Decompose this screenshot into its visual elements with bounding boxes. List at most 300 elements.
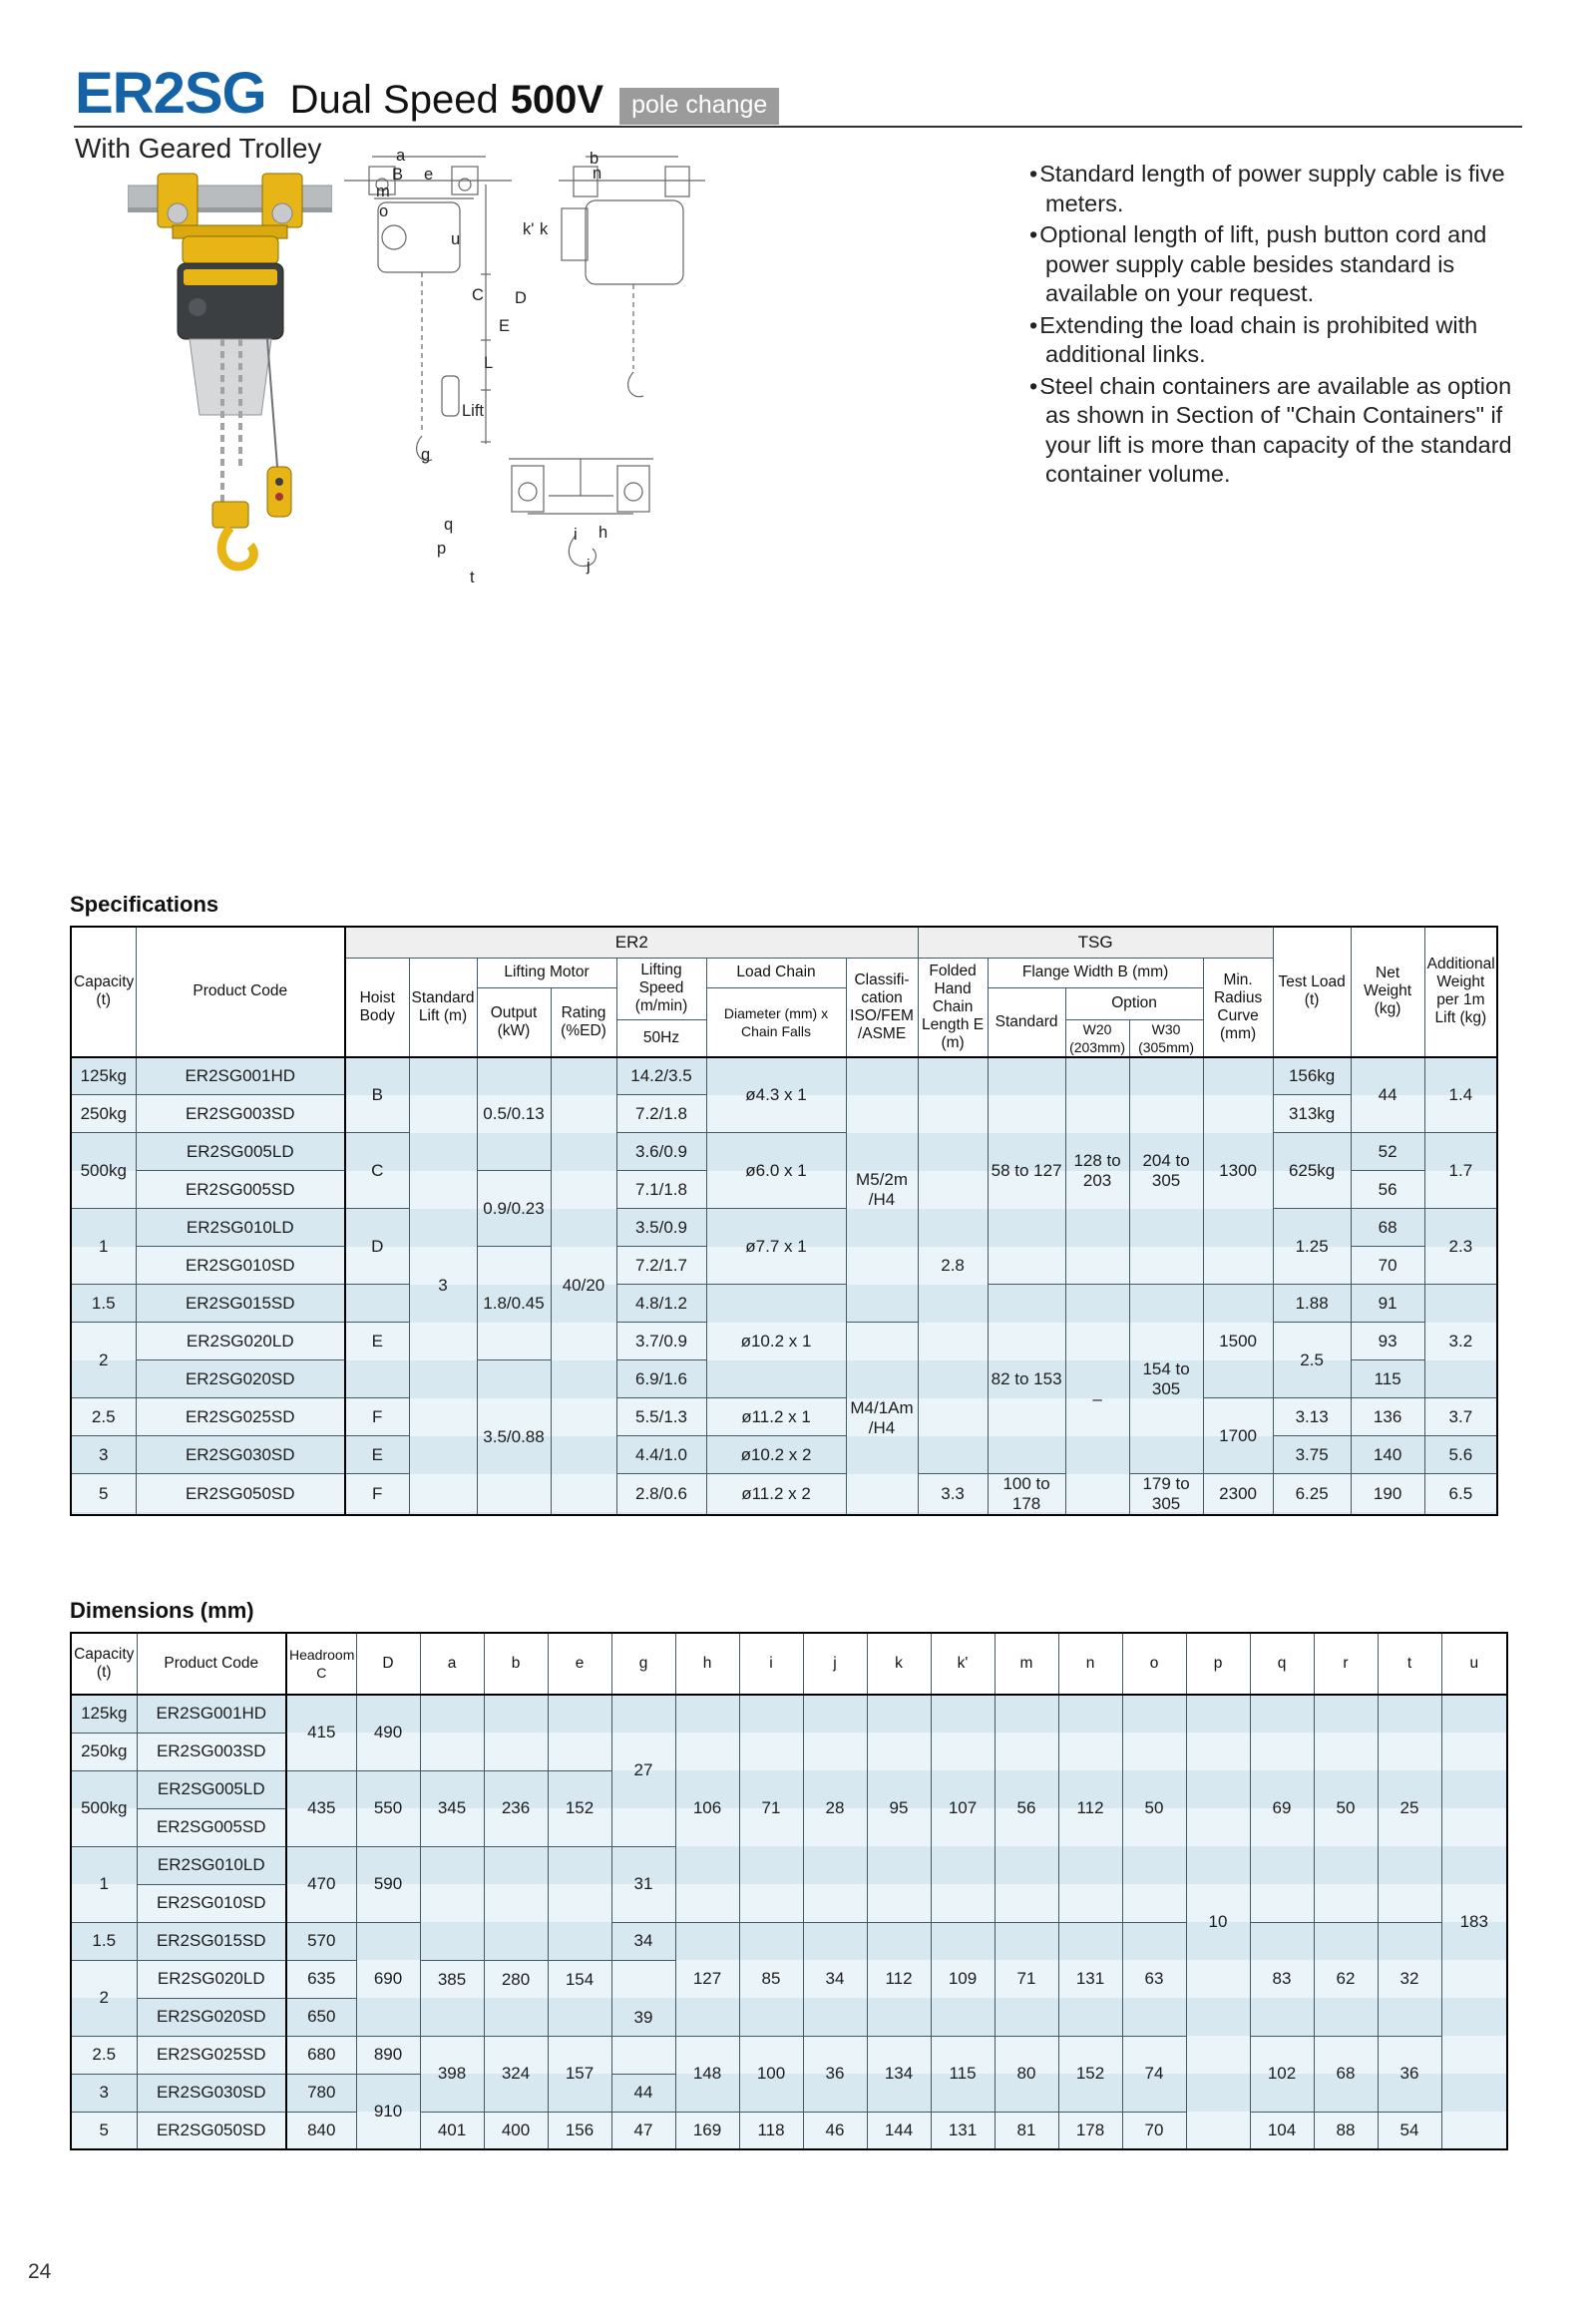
dim-label: o — [379, 202, 389, 220]
table-cell: 1700 — [1203, 1398, 1273, 1474]
table-cell: 3.75 — [1273, 1436, 1351, 1474]
table-cell: 635 — [286, 1960, 356, 1998]
header-cell: n — [1058, 1633, 1122, 1695]
table-cell: 115 — [931, 2036, 995, 2112]
table-cell: E — [345, 1323, 409, 1398]
title-voltage: 500V — [510, 78, 604, 122]
table-cell: 4.8/1.2 — [616, 1285, 706, 1323]
table-cell: 34 — [611, 1922, 675, 1960]
header-cell: Net Weight (kg) — [1351, 927, 1424, 1057]
table-cell: 2 — [71, 1323, 136, 1398]
table-cell: 183 — [1441, 1695, 1507, 2149]
table-cell: 88 — [1314, 2112, 1378, 2149]
table-cell: F — [345, 1398, 409, 1436]
header-cell: Test Load (t) — [1273, 927, 1351, 1057]
spec-row — [71, 1474, 1497, 1516]
table-cell: ER2SG050SD — [137, 2112, 286, 2149]
table-cell: 3.5/0.88 — [477, 1360, 551, 1516]
table-cell: 1 — [71, 1209, 136, 1285]
table-cell: 401 — [420, 2112, 484, 2149]
table-cell: 650 — [286, 1998, 356, 2036]
title-rule — [74, 126, 1522, 128]
dim-label: D — [515, 289, 527, 307]
dim-label: E — [499, 317, 511, 335]
table-cell: 91 — [1351, 1285, 1424, 1323]
table-cell: 6.25 — [1273, 1474, 1351, 1516]
table-cell: 50 — [1122, 1695, 1186, 1922]
table-cell: 107 — [931, 1695, 995, 1922]
table-cell: 102 — [1250, 2036, 1314, 2112]
table-cell: ER2SG005LD — [137, 1770, 286, 1808]
table-cell: 14.2/3.5 — [616, 1057, 706, 1095]
header-cell: h — [675, 1633, 739, 1695]
dim-label: b — [590, 150, 599, 168]
header-cell: Output (kW) — [477, 987, 551, 1057]
product-photo — [128, 168, 332, 591]
table-cell: 156kg — [1273, 1057, 1351, 1095]
spec-row — [71, 1436, 1497, 1474]
table-cell: 3.13 — [1273, 1398, 1351, 1436]
table-cell: 157 — [548, 2036, 611, 2112]
dim-label: C — [472, 286, 484, 304]
table-cell: ER2SG005LD — [136, 1133, 345, 1171]
table-cell: 1.25 — [1273, 1209, 1351, 1285]
table-cell: 93 — [1351, 1323, 1424, 1360]
header-cell: Option — [1065, 987, 1203, 1019]
table-cell: 5 — [71, 2112, 137, 2149]
header-cell: W20 (203mm) — [1065, 1019, 1129, 1057]
table-cell: 690 — [356, 1922, 420, 2036]
table-cell: 25 — [1378, 1695, 1441, 1922]
header-cell: Min. Radius Curve (mm) — [1203, 958, 1273, 1057]
table-cell: D — [345, 1209, 409, 1285]
empty-cell — [420, 1695, 484, 1770]
table-cell: 570 — [286, 1922, 356, 1960]
table-cell: E — [345, 1436, 409, 1474]
header-cell: Hoist Body — [345, 958, 409, 1057]
table-cell: 280 — [484, 1960, 548, 2036]
table-cell: 131 — [931, 2112, 995, 2149]
header-cell: Product Code — [136, 927, 345, 1057]
table-cell: 80 — [995, 2036, 1058, 2112]
table-cell: 95 — [867, 1695, 931, 1922]
group-tsg: TSG — [918, 927, 1273, 958]
table-cell: C — [345, 1133, 409, 1209]
table-cell: 415 — [286, 1695, 356, 1770]
table-cell: ø11.2 x 1 — [706, 1398, 846, 1436]
table-cell: ER2SG025SD — [136, 1398, 345, 1436]
table-cell: 140 — [1351, 1436, 1424, 1474]
note-item: • Steel chain containers are available as option as shown in Section of "Chain Containers" if your lift is more than capacity of the standard container volume. — [1029, 372, 1533, 490]
table-cell: ø7.7 x 1 — [706, 1209, 846, 1285]
header-cell: Diameter (mm) x Chain Falls — [706, 987, 846, 1057]
table-cell: 2.5 — [71, 1398, 136, 1436]
dims-section-title: Dimensions (mm) — [70, 1598, 254, 1623]
table-cell: ER2SG020LD — [137, 1960, 286, 1998]
table-cell: 1.5 — [71, 1922, 137, 1960]
table-cell: 3 — [409, 1057, 477, 1516]
table-cell: 2.8 — [918, 1057, 988, 1474]
table-cell: 550 — [356, 1770, 420, 1846]
table-cell: 104 — [1250, 2112, 1314, 2149]
table-cell: 106 — [675, 1695, 739, 1922]
empty-cell — [484, 1695, 548, 1770]
dims-row — [71, 1695, 1507, 1733]
header-cell: Additional Weight per 1m Lift (kg) — [1424, 927, 1497, 1057]
table-cell: M5/2m /H4 — [846, 1057, 918, 1323]
table-cell: 250kg — [71, 1095, 136, 1133]
table-cell: ER2SG010LD — [137, 1846, 286, 1884]
dim-label: p — [437, 540, 447, 558]
table-cell: 32 — [1378, 1922, 1441, 2036]
table-cell: 3.7/0.9 — [616, 1323, 706, 1360]
header-cell: Standard Lift (m) — [409, 958, 477, 1057]
table-cell: ER2SG010SD — [137, 1884, 286, 1922]
header-cell: Product Code — [137, 1633, 286, 1695]
page-title — [75, 60, 779, 127]
specifications-table — [70, 926, 1498, 1516]
spec-row — [71, 1398, 1497, 1436]
table-cell: 115 — [1351, 1360, 1424, 1398]
header-cell: Lifting Motor — [477, 958, 616, 987]
table-cell: 100 — [739, 2036, 803, 2112]
header-cell: Headroom C — [286, 1633, 356, 1695]
table-cell: 74 — [1122, 2036, 1186, 2112]
table-cell: ER2SG003SD — [137, 1733, 286, 1770]
table-cell: 125kg — [71, 1695, 137, 1733]
table-cell: 179 to 305 — [1129, 1474, 1203, 1516]
spec-section-title: Specifications — [70, 892, 219, 917]
table-cell: 2.3 — [1424, 1209, 1497, 1285]
table-cell: 324 — [484, 2036, 548, 2112]
table-cell: ER2SG020LD — [136, 1323, 345, 1360]
dim-label: a — [396, 147, 406, 165]
header-cell: a — [420, 1633, 484, 1695]
dims-row — [71, 1922, 1507, 1960]
group-er2: ER2 — [345, 927, 918, 958]
header-cell: t — [1378, 1633, 1441, 1695]
table-cell: 500kg — [71, 1133, 136, 1209]
header-cell: Folded Hand Chain Length E (m) — [918, 958, 988, 1057]
table-cell: 178 — [1058, 2112, 1122, 2149]
table-cell: 7.2/1.7 — [616, 1247, 706, 1285]
table-cell: ø10.2 x 1 — [706, 1285, 846, 1398]
dim-label: k — [540, 220, 549, 238]
table-cell: 2 — [71, 1960, 137, 2036]
table-cell: 118 — [739, 2112, 803, 2149]
header-cell: Standard — [988, 987, 1065, 1057]
table-cell: 152 — [548, 1770, 611, 1846]
header-cell: Load Chain — [706, 958, 846, 987]
table-cell: 62 — [1314, 1922, 1378, 2036]
table-cell: 1.4 — [1424, 1057, 1497, 1133]
table-cell: ER2SG025SD — [137, 2036, 286, 2074]
dim-label: j — [587, 557, 591, 575]
table-cell: ER2SG005SD — [137, 1808, 286, 1846]
empty-cell — [548, 1695, 611, 1770]
table-cell: 70 — [1122, 2112, 1186, 2149]
table-cell: 36 — [803, 2036, 867, 2112]
table-cell: 50 — [1314, 1695, 1378, 1922]
table-cell: F — [345, 1474, 409, 1516]
table-cell: 112 — [1058, 1695, 1122, 1922]
dim-label: m — [376, 183, 390, 200]
table-cell: 136 — [1351, 1398, 1424, 1436]
table-cell: 56 — [1351, 1171, 1424, 1209]
spec-row — [71, 1209, 1497, 1247]
table-cell: 27 — [611, 1695, 675, 1846]
table-cell: 154 — [548, 1960, 611, 2036]
table-cell: 31 — [611, 1846, 675, 1922]
table-cell: 81 — [995, 2112, 1058, 2149]
header-cell: Flange Width B (mm) — [988, 958, 1203, 987]
dim-label: L — [484, 354, 494, 372]
note-item: • Extending the load chain is prohibited with additional links. — [1029, 311, 1533, 370]
table-cell: 6.5 — [1424, 1474, 1497, 1516]
header-cell: p — [1186, 1633, 1250, 1695]
table-cell: 71 — [739, 1695, 803, 1922]
dim-label: n — [593, 165, 602, 183]
table-cell: 3.7 — [1424, 1398, 1497, 1436]
table-cell: B — [345, 1057, 409, 1133]
table-cell: ER2SG003SD — [136, 1095, 345, 1133]
dim-label: Lift — [462, 402, 485, 420]
header-cell: D — [356, 1633, 420, 1695]
header-cell: W30 (305mm) — [1129, 1019, 1203, 1057]
dims-row — [71, 2112, 1507, 2149]
diagram-line-art — [334, 145, 728, 603]
table-cell: ø4.3 x 1 — [706, 1057, 846, 1133]
table-cell: 3 — [71, 1436, 136, 1474]
header-cell: o — [1122, 1633, 1186, 1695]
table-cell: 68 — [1351, 1209, 1424, 1247]
table-cell: 100 to 178 — [988, 1474, 1065, 1516]
table-cell: ER2SG001HD — [136, 1057, 345, 1095]
table-cell: 148 — [675, 2036, 739, 2112]
table-cell: 1300 — [1203, 1057, 1273, 1285]
header-cell: b — [484, 1633, 548, 1695]
dim-label: k' — [523, 220, 535, 238]
table-cell: 47 — [611, 2112, 675, 2149]
table-cell: 109 — [931, 1922, 995, 2036]
table-cell: 0.9/0.23 — [477, 1171, 551, 1247]
table-cell: 54 — [1378, 2112, 1441, 2149]
notes-list — [1029, 160, 1533, 492]
table-cell: 82 to 153 — [988, 1285, 1065, 1474]
dim-label: t — [470, 569, 475, 586]
table-cell: 190 — [1351, 1474, 1424, 1516]
empty-cell — [484, 1846, 548, 1960]
table-cell: ER2SG015SD — [137, 1922, 286, 1960]
dim-label: g — [421, 446, 431, 464]
header-cell: j — [803, 1633, 867, 1695]
table-cell: – — [1065, 1285, 1129, 1516]
table-cell: 1.88 — [1273, 1285, 1351, 1323]
empty-cell — [345, 1285, 409, 1323]
table-cell: 83 — [1250, 1922, 1314, 2036]
table-cell: 46 — [803, 2112, 867, 2149]
table-cell: ER2SG001HD — [137, 1695, 286, 1733]
table-cell: 69 — [1250, 1695, 1314, 1922]
header-cell: k' — [931, 1633, 995, 1695]
table-cell: 400 — [484, 2112, 548, 2149]
dim-label: q — [444, 516, 454, 534]
header-cell: Capacity (t) — [71, 1633, 137, 1695]
table-cell: 44 — [611, 2074, 675, 2112]
table-cell: ø10.2 x 2 — [706, 1436, 846, 1474]
table-cell: ø11.2 x 2 — [706, 1474, 846, 1516]
dim-label: h — [598, 524, 608, 542]
table-cell: 152 — [1058, 2036, 1122, 2112]
table-cell: 71 — [995, 1922, 1058, 2036]
table-cell: 1.5 — [71, 1285, 136, 1323]
spec-row — [71, 1285, 1497, 1323]
table-cell: 154 to 305 — [1129, 1285, 1203, 1474]
table-cell: 112 — [867, 1922, 931, 2036]
table-cell: ER2SG010LD — [136, 1209, 345, 1247]
table-cell: 6.9/1.6 — [616, 1360, 706, 1398]
model-name: ER2SG — [75, 61, 266, 126]
table-cell: 125kg — [71, 1057, 136, 1095]
table-cell: 2.5 — [1273, 1323, 1351, 1398]
table-cell: ER2SG020SD — [137, 1998, 286, 2036]
dim-label: i — [574, 526, 578, 544]
table-cell: M4/1Am /H4 — [846, 1323, 918, 1516]
table-cell: 40/20 — [551, 1057, 616, 1516]
header-cell: e — [548, 1633, 611, 1695]
product-photo-art — [128, 168, 332, 591]
table-cell: ER2SG005SD — [136, 1171, 345, 1209]
table-cell: 156 — [548, 2112, 611, 2149]
table-cell: 1500 — [1203, 1285, 1273, 1398]
empty-cell — [611, 2036, 675, 2074]
empty-cell — [420, 1846, 484, 1960]
table-cell: 2.8/0.6 — [616, 1474, 706, 1516]
table-cell: 131 — [1058, 1922, 1122, 2036]
table-cell: ER2SG010SD — [136, 1247, 345, 1285]
table-cell: 780 — [286, 2074, 356, 2112]
table-cell: 34 — [803, 1922, 867, 2036]
note-item: • Standard length of power supply cable is five meters. — [1029, 160, 1533, 218]
table-cell: 52 — [1351, 1133, 1424, 1171]
header-cell: i — [739, 1633, 803, 1695]
header-cell: u — [1441, 1633, 1507, 1695]
table-cell: 345 — [420, 1770, 484, 1846]
title-dual-speed: Dual Speed — [289, 78, 499, 122]
table-cell: 4.4/1.0 — [616, 1436, 706, 1474]
table-cell: 0.5/0.13 — [477, 1057, 551, 1171]
header-cell: r — [1314, 1633, 1378, 1695]
table-cell: 385 — [420, 1960, 484, 2036]
table-cell: 169 — [675, 2112, 739, 2149]
table-cell: 7.2/1.8 — [616, 1095, 706, 1133]
dims-row — [71, 2036, 1507, 2074]
table-cell: 490 — [356, 1695, 420, 1770]
dim-label: B — [392, 166, 404, 184]
table-cell: 3.5/0.9 — [616, 1209, 706, 1247]
header-cell: g — [611, 1633, 675, 1695]
table-cell: 680 — [286, 2036, 356, 2074]
table-cell: 10 — [1186, 1695, 1250, 2149]
header-cell: Capacity (t) — [71, 927, 136, 1057]
header-cell: Rating (%ED) — [551, 987, 616, 1057]
table-cell: 590 — [356, 1846, 420, 1922]
dimensions-table — [70, 1632, 1508, 2150]
dim-label: u — [451, 230, 461, 248]
table-cell: 128 to 203 — [1065, 1057, 1129, 1285]
table-cell: ER2SG020SD — [136, 1360, 345, 1398]
pole-change-badge: pole change — [619, 88, 779, 125]
table-cell: 910 — [356, 2074, 420, 2149]
table-cell: 85 — [739, 1922, 803, 2036]
dimension-diagrams — [334, 145, 728, 603]
table-cell: 144 — [867, 2112, 931, 2149]
empty-cell — [548, 1846, 611, 1960]
table-cell: 236 — [484, 1770, 548, 1846]
table-cell: 63 — [1122, 1922, 1186, 2036]
table-cell: 470 — [286, 1846, 356, 1922]
table-cell: 58 to 127 — [988, 1057, 1065, 1285]
table-cell: 500kg — [71, 1770, 137, 1846]
spec-row — [71, 1057, 1497, 1095]
table-cell: 5.5/1.3 — [616, 1398, 706, 1436]
table-cell: 250kg — [71, 1733, 137, 1770]
table-cell: 127 — [675, 1922, 739, 2036]
table-cell: 840 — [286, 2112, 356, 2149]
header-cell: Lifting Speed (m/min) — [616, 958, 706, 1019]
table-cell: ø6.0 x 1 — [706, 1133, 846, 1209]
table-cell: ER2SG030SD — [136, 1436, 345, 1474]
header-cell: m — [995, 1633, 1058, 1695]
header-cell: q — [1250, 1633, 1314, 1695]
table-cell: 7.1/1.8 — [616, 1171, 706, 1209]
table-cell: 36 — [1378, 2036, 1441, 2112]
table-cell: 5 — [71, 1474, 136, 1516]
table-cell: 398 — [420, 2036, 484, 2112]
table-cell: ER2SG050SD — [136, 1474, 345, 1516]
table-cell: 2.5 — [71, 2036, 137, 2074]
table-cell: 435 — [286, 1770, 356, 1846]
table-cell: 5.6 — [1424, 1436, 1497, 1474]
header-cell: 50Hz — [616, 1019, 706, 1057]
table-cell: 3.2 — [1424, 1285, 1497, 1398]
table-cell: 68 — [1314, 2036, 1378, 2112]
table-cell: 204 to 305 — [1129, 1057, 1203, 1285]
header-cell: Classifi- cation ISO/FEM /ASME — [846, 958, 918, 1057]
table-cell: 3.6/0.9 — [616, 1133, 706, 1171]
note-item: • Optional length of lift, push button cord and power supply cable besides standard is available on your request. — [1029, 220, 1533, 309]
header-cell: k — [867, 1633, 931, 1695]
spec-row — [71, 1133, 1497, 1171]
table-cell: 134 — [867, 2036, 931, 2112]
table-cell: 56 — [995, 1695, 1058, 1922]
table-cell: 39 — [611, 1960, 675, 2036]
table-cell: 44 — [1351, 1057, 1424, 1133]
table-cell: 890 — [356, 2036, 420, 2074]
subtitle: With Geared Trolley — [75, 133, 322, 164]
table-cell: ER2SG030SD — [137, 2074, 286, 2112]
table-cell: 3 — [71, 2074, 137, 2112]
table-cell: 70 — [1351, 1247, 1424, 1285]
dim-label: e — [424, 166, 434, 184]
page-number: 24 — [28, 2260, 52, 2283]
table-cell: 1.7 — [1424, 1133, 1497, 1209]
table-cell: 1.8/0.45 — [477, 1247, 551, 1360]
table-cell: 2300 — [1203, 1474, 1273, 1516]
table-cell: 28 — [803, 1695, 867, 1922]
table-cell: 625kg — [1273, 1133, 1351, 1209]
table-cell: ER2SG015SD — [136, 1285, 345, 1323]
